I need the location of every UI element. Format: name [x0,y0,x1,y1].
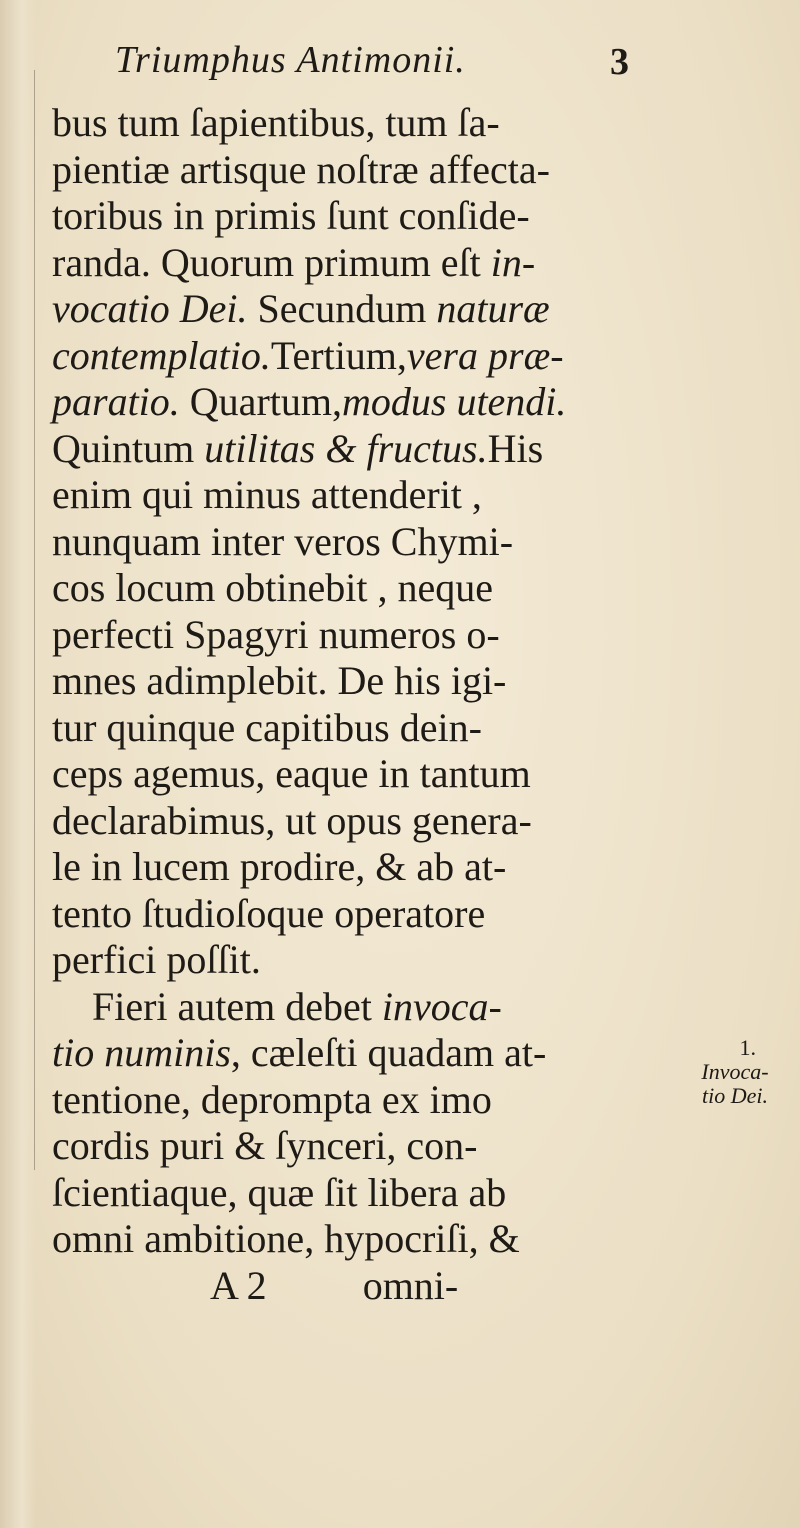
page-number: 3 [610,41,629,83]
text-line [52,1077,612,1124]
page-gutter [0,0,36,1528]
text-span: tentione, deprompta ex imo [52,1076,492,1122]
text-line [52,193,612,240]
text-span: omni ambitione, hypocriſi, & [52,1216,520,1261]
text-line [52,472,612,519]
text-line [52,426,612,473]
italic-span: invoca- [381,983,502,1029]
catchword-line [52,1263,612,1310]
text-line [52,612,612,659]
text-line [52,240,612,287]
text-span: His [487,425,544,471]
text-span: enim qui minus attenderit , [52,472,482,517]
italic-span: in- [490,239,536,285]
text-span: Tertium, [270,332,407,378]
italic-span: vocatio Dei. [52,286,248,331]
text-span: mnes adimplebit. De his igi- [52,658,507,703]
text-line [52,286,612,333]
text-span: perfici poſſit. [52,937,261,982]
text-line [52,379,612,426]
text-span: randa. Quorum primum eſt [52,239,491,285]
text-line [52,333,612,380]
text-line [52,100,612,147]
text-span: Quintum [52,425,205,471]
italic-span: vera præ- [406,332,564,378]
text-span: Quartum, [179,379,342,424]
italic-span: tio numinis [52,1030,231,1075]
text-line [52,565,612,612]
italic-span: contemplatio. [52,332,271,378]
text-span: le in lucem prodire, & ab at- [52,844,507,889]
text-line [52,147,612,194]
text-span: cos locum obtinebit , neque [52,565,494,610]
text-line [52,705,612,752]
text-span: ceps agemus, eaque in tantum [52,751,531,796]
signature-mark: A 2 [210,1262,267,1308]
italic-span: modus utendi. [341,379,567,424]
text-line [52,937,612,984]
text-span: declarabimus, ut opus genera- [52,797,532,843]
text-line [52,1030,612,1077]
text-span: tento ſtudioſoque operatore [52,890,486,936]
text-line [52,1170,612,1217]
marginal-note [680,1036,790,1108]
text-line [52,891,612,938]
text-line [52,519,612,566]
text-span: cordis puri & ſynceri, con- [52,1123,478,1168]
marginal-note-line: Invoca- [701,1059,769,1084]
catchword: omni- [362,1262,459,1308]
text-span: perfecti Spagyri numeros o- [52,611,500,657]
italic-span: utilitas & fructus. [204,425,488,471]
text-span: Fieri autem debet [92,983,382,1029]
text-span: nunquam inter veros Chymi- [52,518,514,564]
text-line [52,798,612,845]
marginal-note-number: 1. [739,1035,756,1060]
italic-span: paratio. [52,379,180,424]
text-span: bus tum ſapientibus, tum ſa- [52,100,500,145]
text-line [52,1216,612,1263]
text-span: tur quinque capitibus dein- [52,704,482,750]
marginal-note-line: tio Dei. [702,1083,768,1108]
text-span: toribus in primis ſunt conſide- [52,193,530,238]
text-line [52,844,612,891]
italic-span: naturæ [436,286,550,331]
text-span: ſcientiaque, quæ ſit libera ab [52,1169,507,1215]
gutter-rule [34,70,35,1170]
text-line [52,751,612,798]
body-text [52,100,612,1309]
running-head: Triumphus Antimonii. [115,39,466,81]
text-line [52,1123,612,1170]
text-line [52,984,612,1031]
text-span: pientiæ artisque noſtræ affecta- [52,146,550,192]
text-span: , cæleſti quadam at- [230,1030,547,1075]
text-span: Secundum [247,286,437,331]
text-line [52,658,612,705]
